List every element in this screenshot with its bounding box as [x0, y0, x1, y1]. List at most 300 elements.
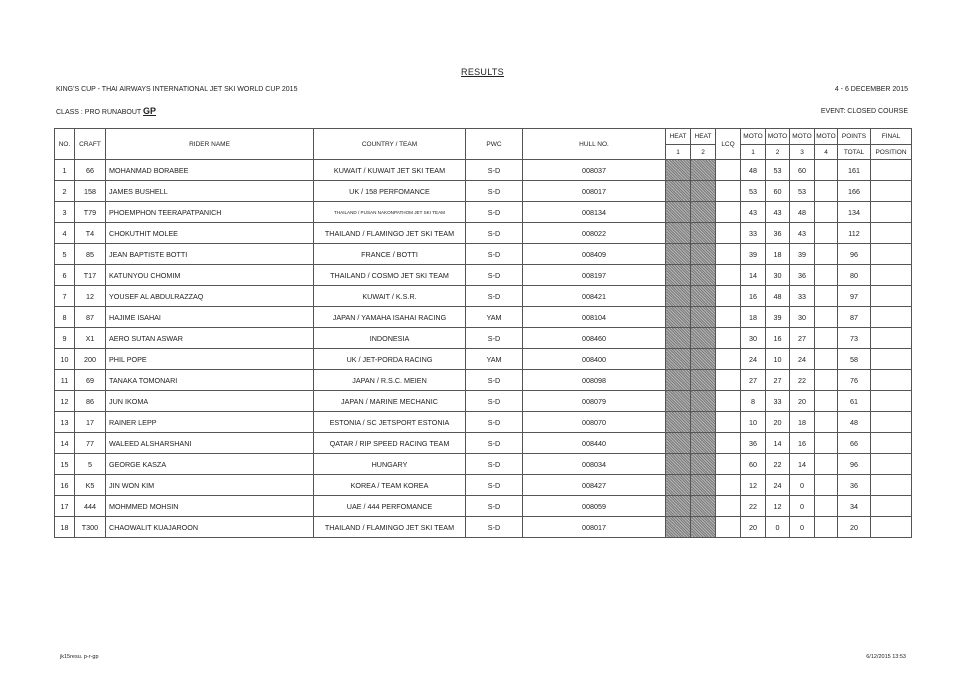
cell-rider-name: HAJIME ISAHAI: [106, 307, 314, 328]
cell-heat-1: [666, 307, 691, 328]
cell-rider-name: KATUNYOU CHOMIM: [106, 265, 314, 286]
cell-no: 8: [55, 307, 75, 328]
cell-final-position: [871, 475, 912, 496]
cell-moto-2: 43: [766, 202, 790, 223]
cell-country-team: JAPAN / YAMAHA ISAHAI RACING: [314, 307, 466, 328]
cell-points-total: 161: [838, 160, 871, 181]
cell-craft: 85: [75, 244, 106, 265]
header-moto-4: MOTO: [815, 129, 838, 145]
cell-points-total: 34: [838, 496, 871, 517]
cell-no: 17: [55, 496, 75, 517]
table-row: [55, 496, 912, 517]
cell-final-position: [871, 433, 912, 454]
cell-moto-3: 0: [790, 517, 815, 538]
cell-final-position: [871, 307, 912, 328]
cell-hull-no: 008070: [523, 412, 666, 433]
header-final: FINAL: [871, 129, 912, 145]
cell-final-position: [871, 265, 912, 286]
cell-heat-2: [691, 454, 716, 475]
cell-no: 2: [55, 181, 75, 202]
subheader-moto-1: 1: [741, 145, 766, 160]
cell-moto-2: 16: [766, 328, 790, 349]
header-country-team: COUNTRY / TEAM: [314, 129, 466, 160]
cell-pwc: S-D: [466, 244, 523, 265]
cell-moto-2: 53: [766, 160, 790, 181]
cell-country-team: QATAR / RIP SPEED RACING TEAM: [314, 433, 466, 454]
cell-rider-name: YOUSEF AL ABDULRAZZAQ: [106, 286, 314, 307]
cell-moto-4: [815, 475, 838, 496]
cell-pwc: S-D: [466, 265, 523, 286]
cell-lcq: [716, 496, 741, 517]
table-row: [55, 433, 912, 454]
cell-moto-3: 27: [790, 328, 815, 349]
cell-pwc: S-D: [466, 475, 523, 496]
cell-moto-2: 22: [766, 454, 790, 475]
cell-pwc: S-D: [466, 517, 523, 538]
cell-heat-2: [691, 370, 716, 391]
cell-moto-1: 30: [741, 328, 766, 349]
cell-points-total: 61: [838, 391, 871, 412]
cell-rider-name: JUN IKOMA: [106, 391, 314, 412]
cell-final-position: [871, 160, 912, 181]
cell-country-team: THAILAND / PUSAN NAKONPATHOM JET SKI TEAM: [314, 202, 466, 223]
cell-rider-name: AERO SUTAN ASWAR: [106, 328, 314, 349]
cell-pwc: S-D: [466, 181, 523, 202]
cell-moto-4: [815, 181, 838, 202]
cell-hull-no: 008460: [523, 328, 666, 349]
cell-hull-no: 008104: [523, 307, 666, 328]
table-row: [55, 202, 912, 223]
cell-moto-4: [815, 454, 838, 475]
cell-lcq: [716, 160, 741, 181]
table-row: [55, 265, 912, 286]
cell-heat-1: [666, 391, 691, 412]
cell-no: 3: [55, 202, 75, 223]
cell-points-total: 134: [838, 202, 871, 223]
cell-heat-2: [691, 412, 716, 433]
cell-moto-4: [815, 160, 838, 181]
cell-country-team: UK / JET-PORDA RACING: [314, 349, 466, 370]
cell-craft: 12: [75, 286, 106, 307]
cell-moto-1: 14: [741, 265, 766, 286]
cell-craft: T17: [75, 265, 106, 286]
cell-moto-3: 18: [790, 412, 815, 433]
cell-moto-3: 0: [790, 496, 815, 517]
cell-heat-1: [666, 160, 691, 181]
cell-rider-name: MOHMMED MOHSIN: [106, 496, 314, 517]
cell-no: 14: [55, 433, 75, 454]
cell-pwc: YAM: [466, 349, 523, 370]
cell-moto-1: 10: [741, 412, 766, 433]
cell-no: 15: [55, 454, 75, 475]
cell-rider-name: JIN WON KIM: [106, 475, 314, 496]
cell-craft: 87: [75, 307, 106, 328]
cell-moto-2: 10: [766, 349, 790, 370]
cell-heat-1: [666, 244, 691, 265]
cell-heat-2: [691, 496, 716, 517]
table-row: [55, 391, 912, 412]
header-moto-2: MOTO: [766, 129, 790, 145]
cell-no: 13: [55, 412, 75, 433]
cell-craft: 86: [75, 391, 106, 412]
cell-moto-3: 24: [790, 349, 815, 370]
cell-country-team: KUWAIT / K.S.R.: [314, 286, 466, 307]
cell-craft: 200: [75, 349, 106, 370]
cell-moto-2: 0: [766, 517, 790, 538]
cell-hull-no: 008134: [523, 202, 666, 223]
footer-printed: 6/12/2015 13:53: [866, 654, 906, 660]
header-craft: CRAFT: [75, 129, 106, 160]
cell-points-total: 58: [838, 349, 871, 370]
cell-heat-1: [666, 454, 691, 475]
cell-moto-3: 22: [790, 370, 815, 391]
cell-moto-2: 30: [766, 265, 790, 286]
cell-moto-3: 36: [790, 265, 815, 286]
cell-points-total: 96: [838, 454, 871, 475]
cell-moto-3: 16: [790, 433, 815, 454]
cell-final-position: [871, 496, 912, 517]
cell-heat-1: [666, 433, 691, 454]
cell-moto-2: 48: [766, 286, 790, 307]
cell-moto-2: 12: [766, 496, 790, 517]
cell-moto-1: 20: [741, 517, 766, 538]
cell-heat-1: [666, 517, 691, 538]
cell-country-team: FRANCE / BOTTI: [314, 244, 466, 265]
cell-moto-1: 39: [741, 244, 766, 265]
cell-moto-3: 53: [790, 181, 815, 202]
cell-craft: 77: [75, 433, 106, 454]
cell-pwc: S-D: [466, 391, 523, 412]
cell-country-team: ESTONIA / SC JETSPORT ESTONIA: [314, 412, 466, 433]
cell-lcq: [716, 412, 741, 433]
header-rider-name: RIDER NAME: [106, 129, 314, 160]
class-code: GP: [143, 106, 157, 116]
cell-no: 4: [55, 223, 75, 244]
cell-rider-name: CHOKUTHIT MOLEE: [106, 223, 314, 244]
cell-lcq: [716, 433, 741, 454]
cell-moto-4: [815, 223, 838, 244]
cell-country-team: HUNGARY: [314, 454, 466, 475]
cell-pwc: S-D: [466, 223, 523, 244]
cell-points-total: 66: [838, 433, 871, 454]
cell-heat-2: [691, 265, 716, 286]
cell-moto-1: 27: [741, 370, 766, 391]
cell-final-position: [871, 391, 912, 412]
subheader-moto-4: 4: [815, 145, 838, 160]
table-row: [55, 517, 912, 538]
table-row: [55, 181, 912, 202]
cell-moto-3: 0: [790, 475, 815, 496]
footer-file: jk15resu. p-r-gp: [60, 654, 99, 660]
cell-moto-4: [815, 412, 838, 433]
cell-country-team: THAILAND / FLAMINGO JET SKI TEAM: [314, 517, 466, 538]
cell-pwc: YAM: [466, 307, 523, 328]
header-moto-1: MOTO: [741, 129, 766, 145]
cell-hull-no: 008409: [523, 244, 666, 265]
table-row: [55, 454, 912, 475]
cell-points-total: 36: [838, 475, 871, 496]
cell-points-total: 97: [838, 286, 871, 307]
cell-country-team: THAILAND / FLAMINGO JET SKI TEAM: [314, 223, 466, 244]
cell-rider-name: WALEED ALSHARSHANI: [106, 433, 314, 454]
subheader-total: TOTAL: [838, 145, 871, 160]
subheader-moto-2: 2: [766, 145, 790, 160]
table-row: [55, 475, 912, 496]
cell-moto-2: 36: [766, 223, 790, 244]
cell-heat-2: [691, 181, 716, 202]
cell-pwc: S-D: [466, 328, 523, 349]
cell-craft: 69: [75, 370, 106, 391]
table-row: [55, 160, 912, 181]
cell-lcq: [716, 517, 741, 538]
cell-heat-2: [691, 286, 716, 307]
event-dates: 4 - 6 DECEMBER 2015: [834, 86, 908, 93]
header-pwc: PWC: [466, 129, 523, 160]
cell-no: 7: [55, 286, 75, 307]
cell-points-total: 87: [838, 307, 871, 328]
cell-moto-2: 18: [766, 244, 790, 265]
cell-heat-2: [691, 328, 716, 349]
results-title: RESULTS: [461, 67, 504, 77]
cell-rider-name: JAMES BUSHELL: [106, 181, 314, 202]
cell-heat-1: [666, 223, 691, 244]
table-row: [55, 244, 912, 265]
cell-hull-no: 008022: [523, 223, 666, 244]
cell-moto-1: 43: [741, 202, 766, 223]
cell-pwc: S-D: [466, 160, 523, 181]
cell-final-position: [871, 412, 912, 433]
cell-moto-4: [815, 328, 838, 349]
cell-moto-1: 48: [741, 160, 766, 181]
cell-pwc: S-D: [466, 433, 523, 454]
cell-heat-2: [691, 160, 716, 181]
cell-pwc: S-D: [466, 454, 523, 475]
header-no: NO.: [55, 129, 75, 160]
cell-pwc: S-D: [466, 202, 523, 223]
cell-moto-3: 43: [790, 223, 815, 244]
cell-moto-4: [815, 307, 838, 328]
table-row: [55, 307, 912, 328]
header-heat-2: HEAT: [691, 129, 716, 145]
cell-moto-1: 33: [741, 223, 766, 244]
cell-no: 18: [55, 517, 75, 538]
cell-moto-1: 8: [741, 391, 766, 412]
cell-craft: K5: [75, 475, 106, 496]
cell-heat-1: [666, 265, 691, 286]
cell-heat-1: [666, 496, 691, 517]
cell-moto-4: [815, 286, 838, 307]
cell-heat-1: [666, 286, 691, 307]
cell-heat-2: [691, 223, 716, 244]
cell-hull-no: 008197: [523, 265, 666, 286]
cell-heat-2: [691, 307, 716, 328]
cell-lcq: [716, 475, 741, 496]
cell-heat-1: [666, 328, 691, 349]
cell-pwc: S-D: [466, 286, 523, 307]
header-heat-1: HEAT: [666, 129, 691, 145]
cell-lcq: [716, 223, 741, 244]
header-lcq: LCQ: [716, 129, 741, 160]
cell-moto-4: [815, 517, 838, 538]
event-name: KING'S CUP - THAI AIRWAYS INTERNATIONAL JET SKI WORLD CUP 2015: [56, 86, 298, 93]
cell-country-team: INDONESIA: [314, 328, 466, 349]
cell-hull-no: 008421: [523, 286, 666, 307]
results-table: [54, 128, 912, 538]
cell-moto-3: 33: [790, 286, 815, 307]
cell-hull-no: 008017: [523, 181, 666, 202]
cell-lcq: [716, 307, 741, 328]
cell-hull-no: 008400: [523, 349, 666, 370]
cell-points-total: 96: [838, 244, 871, 265]
cell-lcq: [716, 181, 741, 202]
cell-heat-1: [666, 349, 691, 370]
cell-heat-2: [691, 349, 716, 370]
cell-rider-name: CHAOWALIT KUAJAROON: [106, 517, 314, 538]
table-row: [55, 349, 912, 370]
cell-points-total: 20: [838, 517, 871, 538]
cell-final-position: [871, 223, 912, 244]
cell-craft: 158: [75, 181, 106, 202]
header-points: POINTS: [838, 129, 871, 145]
cell-points-total: 166: [838, 181, 871, 202]
cell-moto-4: [815, 202, 838, 223]
cell-hull-no: 008037: [523, 160, 666, 181]
cell-heat-2: [691, 244, 716, 265]
cell-moto-4: [815, 433, 838, 454]
cell-pwc: S-D: [466, 412, 523, 433]
cell-final-position: [871, 328, 912, 349]
cell-craft: 17: [75, 412, 106, 433]
subheader-position: POSITION: [871, 145, 912, 160]
cell-rider-name: TANAKA TOMONARI: [106, 370, 314, 391]
cell-moto-3: 60: [790, 160, 815, 181]
table-row: [55, 370, 912, 391]
cell-lcq: [716, 286, 741, 307]
cell-moto-2: 20: [766, 412, 790, 433]
cell-hull-no: 008079: [523, 391, 666, 412]
cell-country-team: JAPAN / MARINE MECHANIC: [314, 391, 466, 412]
cell-heat-2: [691, 433, 716, 454]
cell-heat-2: [691, 475, 716, 496]
cell-pwc: S-D: [466, 496, 523, 517]
results-body: [55, 160, 912, 538]
table-row: [55, 328, 912, 349]
cell-moto-1: 36: [741, 433, 766, 454]
cell-country-team: UK / 158 PERFOMANCE: [314, 181, 466, 202]
cell-points-total: 112: [838, 223, 871, 244]
cell-moto-1: 18: [741, 307, 766, 328]
cell-hull-no: 008017: [523, 517, 666, 538]
cell-moto-2: 14: [766, 433, 790, 454]
cell-lcq: [716, 202, 741, 223]
cell-country-team: UAE / 444 PERFOMANCE: [314, 496, 466, 517]
cell-final-position: [871, 286, 912, 307]
cell-points-total: 80: [838, 265, 871, 286]
cell-lcq: [716, 391, 741, 412]
cell-lcq: [716, 244, 741, 265]
cell-heat-1: [666, 412, 691, 433]
cell-rider-name: PHIL POPE: [106, 349, 314, 370]
cell-country-team: THAILAND / COSMO JET SKI TEAM: [314, 265, 466, 286]
cell-heat-2: [691, 391, 716, 412]
cell-heat-1: [666, 475, 691, 496]
cell-no: 9: [55, 328, 75, 349]
header-moto-3: MOTO: [790, 129, 815, 145]
cell-moto-1: 12: [741, 475, 766, 496]
cell-moto-2: 39: [766, 307, 790, 328]
class-label: CLASS : PRO RUNABOUT: [56, 109, 142, 116]
cell-moto-4: [815, 244, 838, 265]
cell-points-total: 76: [838, 370, 871, 391]
cell-moto-4: [815, 349, 838, 370]
header-hull-no: HULL NO.: [523, 129, 666, 160]
cell-heat-1: [666, 202, 691, 223]
cell-country-team: JAPAN / R.S.C. MEIEN: [314, 370, 466, 391]
cell-moto-4: [815, 391, 838, 412]
cell-no: 16: [55, 475, 75, 496]
cell-heat-1: [666, 181, 691, 202]
cell-final-position: [871, 454, 912, 475]
cell-country-team: KOREA / TEAM KOREA: [314, 475, 466, 496]
cell-rider-name: JEAN BAPTISTE BOTTI: [106, 244, 314, 265]
cell-no: 6: [55, 265, 75, 286]
cell-lcq: [716, 265, 741, 286]
cell-moto-4: [815, 370, 838, 391]
cell-moto-3: 14: [790, 454, 815, 475]
cell-final-position: [871, 244, 912, 265]
cell-lcq: [716, 349, 741, 370]
cell-craft: 66: [75, 160, 106, 181]
cell-hull-no: 008034: [523, 454, 666, 475]
cell-moto-2: 24: [766, 475, 790, 496]
cell-lcq: [716, 370, 741, 391]
cell-moto-1: 22: [741, 496, 766, 517]
cell-hull-no: 008059: [523, 496, 666, 517]
subheader-heat-1: 1: [666, 145, 691, 160]
cell-final-position: [871, 517, 912, 538]
event-type: EVENT: CLOSED COURSE: [820, 108, 908, 115]
cell-moto-3: 30: [790, 307, 815, 328]
cell-pwc: S-D: [466, 370, 523, 391]
header-row: [55, 129, 912, 145]
subheader-heat-2: 2: [691, 145, 716, 160]
cell-moto-1: 60: [741, 454, 766, 475]
table-row: [55, 286, 912, 307]
subheader-moto-3: 3: [790, 145, 815, 160]
cell-hull-no: 008427: [523, 475, 666, 496]
cell-no: 10: [55, 349, 75, 370]
cell-final-position: [871, 349, 912, 370]
cell-moto-1: 24: [741, 349, 766, 370]
cell-final-position: [871, 181, 912, 202]
cell-moto-2: 27: [766, 370, 790, 391]
cell-points-total: 73: [838, 328, 871, 349]
cell-moto-2: 33: [766, 391, 790, 412]
cell-moto-3: 20: [790, 391, 815, 412]
cell-lcq: [716, 454, 741, 475]
cell-rider-name: MOHANMAD BORABEE: [106, 160, 314, 181]
cell-moto-2: 60: [766, 181, 790, 202]
cell-moto-1: 53: [741, 181, 766, 202]
cell-heat-1: [666, 370, 691, 391]
class-line: [56, 106, 156, 116]
table-row: [55, 223, 912, 244]
cell-moto-3: 48: [790, 202, 815, 223]
cell-craft: 5: [75, 454, 106, 475]
cell-moto-4: [815, 496, 838, 517]
cell-craft: T79: [75, 202, 106, 223]
cell-rider-name: PHOEMPHON TEERAPATPANICH: [106, 202, 314, 223]
